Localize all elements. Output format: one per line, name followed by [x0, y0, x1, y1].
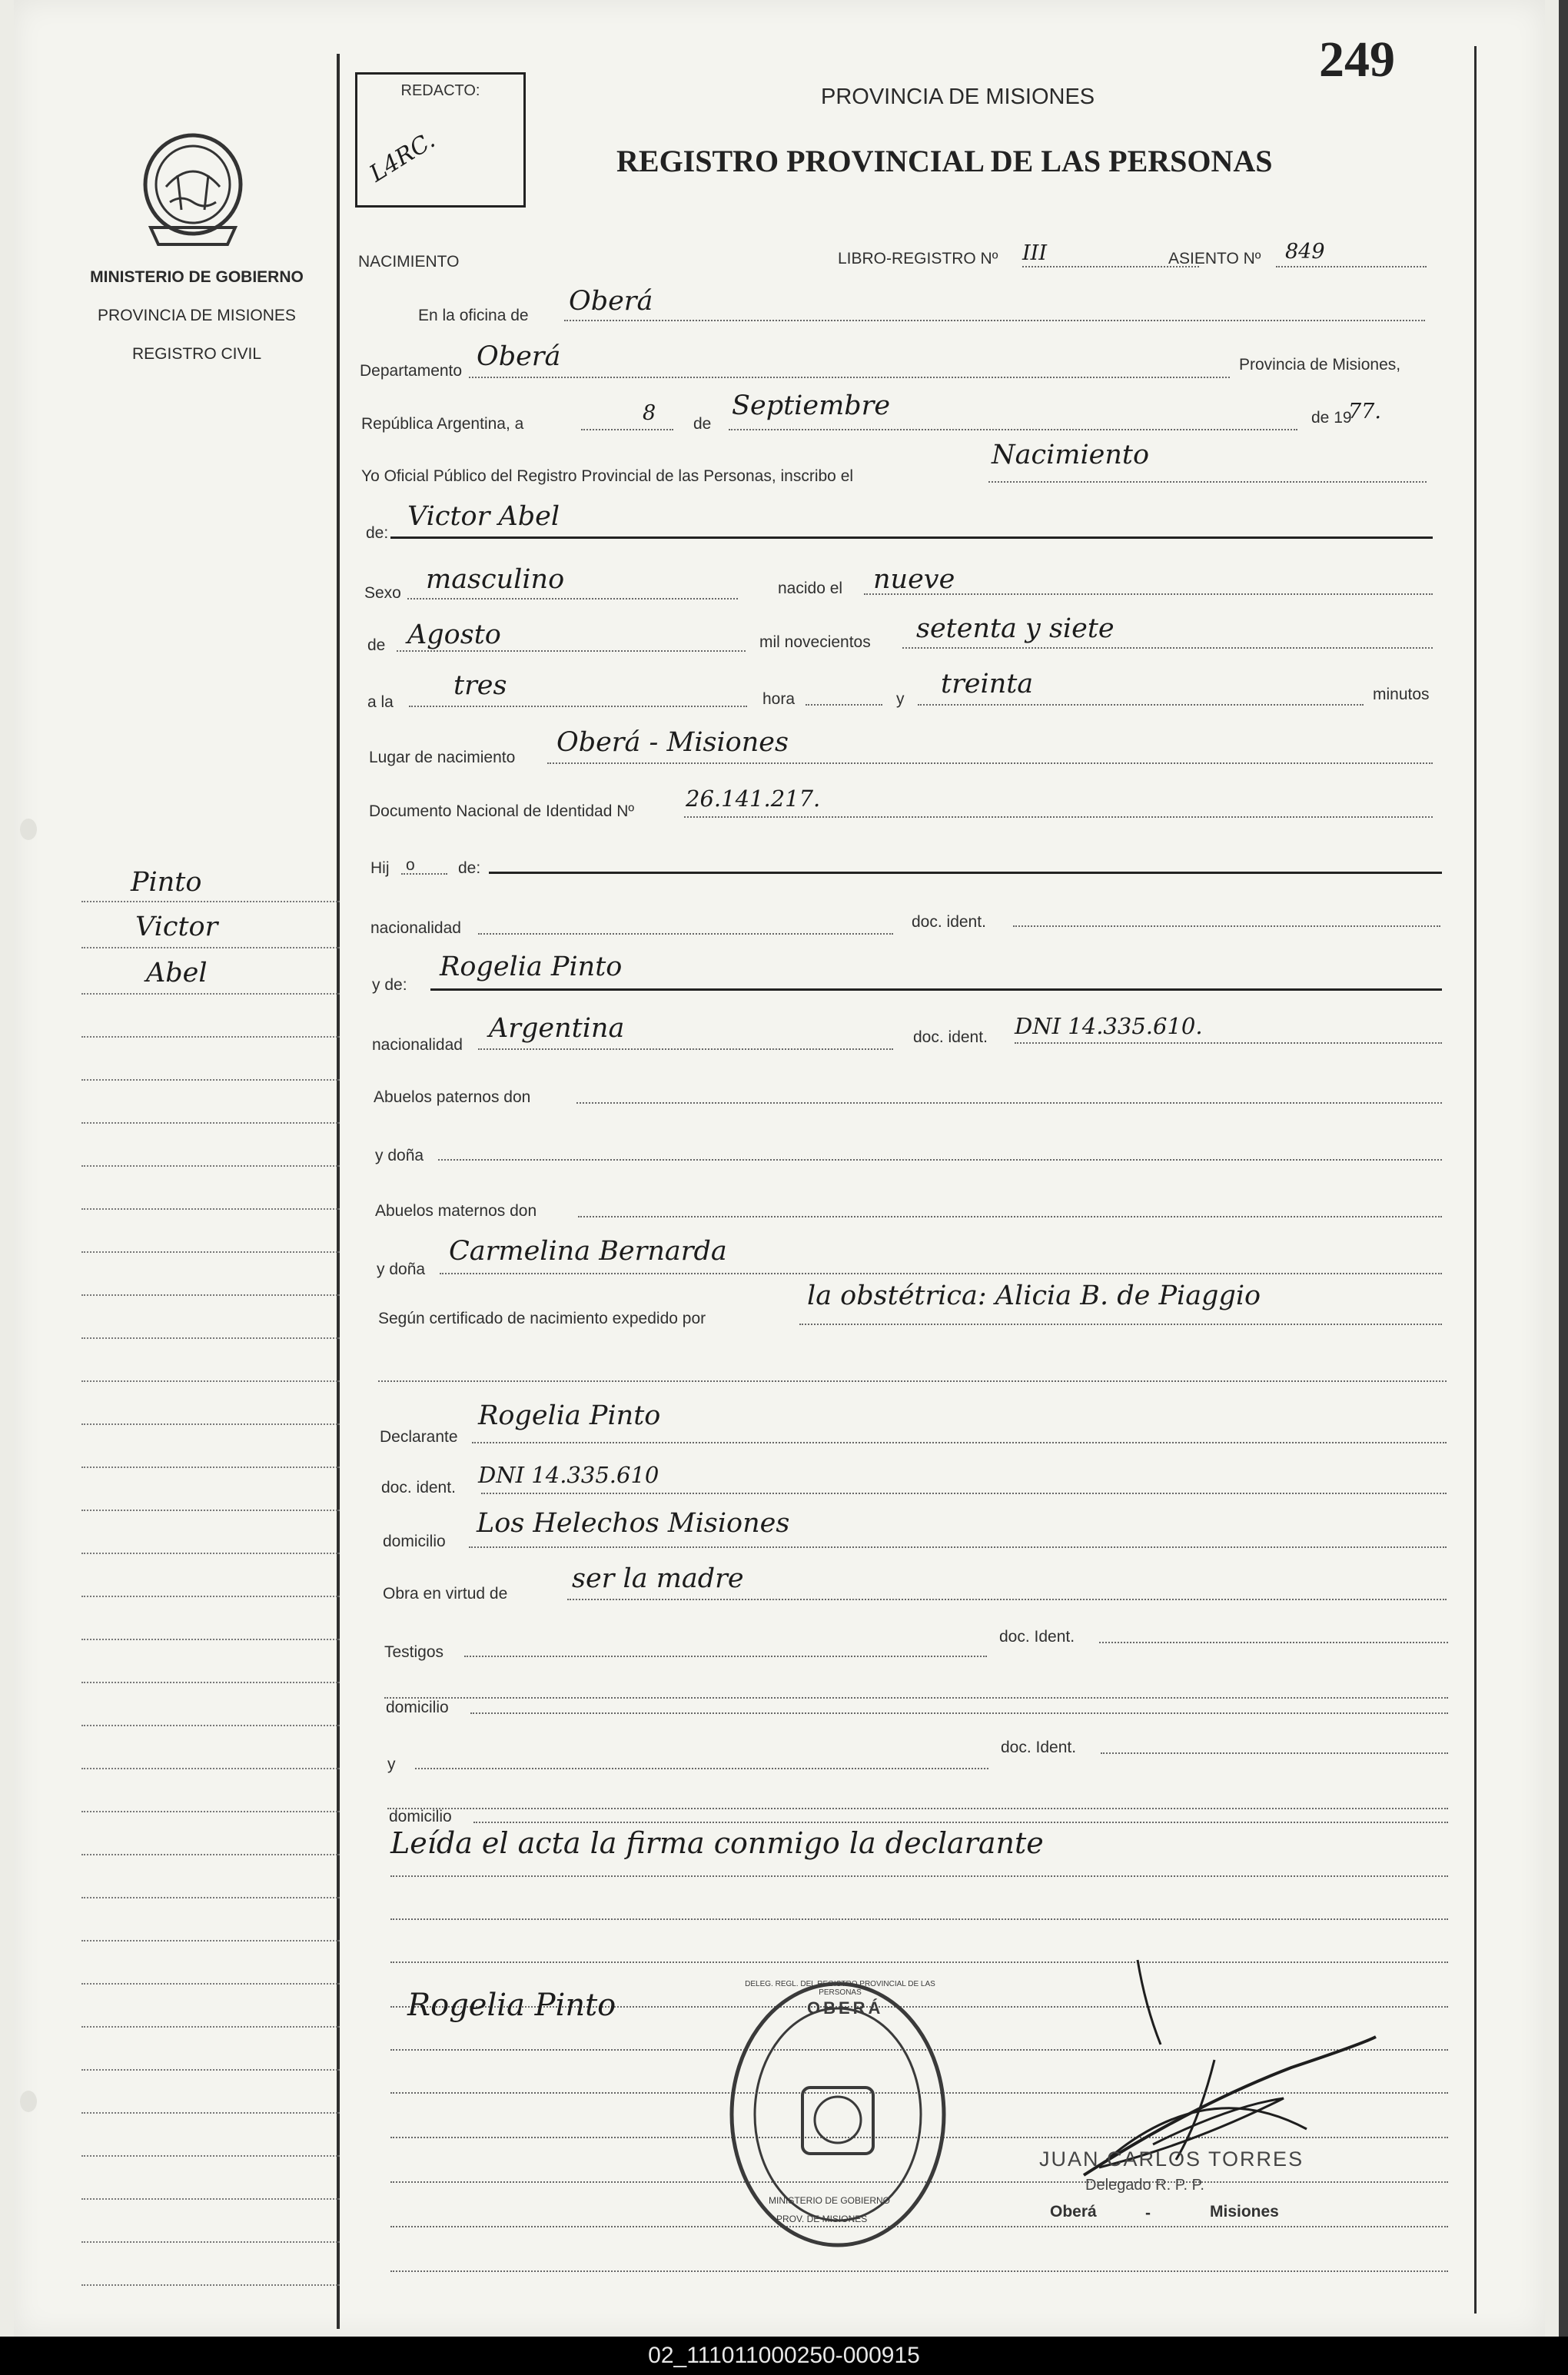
field-line — [397, 650, 746, 652]
field-line — [578, 1216, 1442, 1217]
redacto-label: REDACTO: — [400, 82, 480, 99]
month-value: Septiembre — [732, 390, 891, 421]
minutes-value: treinta — [941, 669, 1034, 699]
margin-line — [81, 2284, 340, 2286]
field-line — [1015, 1042, 1442, 1044]
page-edge — [1559, 0, 1568, 2337]
registry-label: REGISTRO CIVIL — [131, 345, 262, 363]
margin-line — [81, 1337, 340, 1339]
hijo-de-label: de: — [458, 859, 481, 877]
certificado-label: Según certificado de nacimiento expedido por — [378, 1310, 706, 1327]
field-line — [988, 481, 1427, 483]
margin-line — [81, 1725, 340, 1726]
margin-line — [81, 2241, 340, 2243]
abuela-materna-value: Carmelina Bernarda — [449, 1236, 727, 1267]
field-line — [547, 762, 1433, 764]
hour-value: tres — [453, 670, 507, 701]
field-line — [473, 1822, 1448, 1823]
margin-surname: Pinto — [131, 867, 202, 898]
field-line — [806, 704, 882, 706]
margin-line — [81, 1682, 340, 1683]
field-line — [684, 816, 1433, 818]
declarante-signature: Rogelia Pinto — [407, 1988, 616, 2023]
field-line — [407, 598, 738, 600]
obra-label: Obra en virtud de — [383, 1585, 508, 1603]
y-dona-mat-label: y doña — [377, 1261, 426, 1278]
asiento-label: ASIENTO Nº — [1168, 250, 1261, 267]
officer-name: JUAN CARLOS TORRES — [1039, 2147, 1304, 2171]
inscribo-label: Yo Oficial Público del Registro Provincial de las Personas, inscribo el — [361, 467, 854, 485]
field-line — [390, 1875, 1448, 1877]
officer-dash: - — [1145, 2204, 1151, 2222]
redacto-value: L4RC. — [364, 127, 440, 188]
margin-line — [81, 1768, 340, 1769]
sexo-value: masculino — [426, 564, 565, 595]
margin-line — [81, 1380, 340, 1382]
field-line — [470, 1712, 1448, 1714]
fold-line — [337, 54, 340, 2329]
margin-line — [81, 2155, 340, 2157]
record-type-label: NACIMIENTO — [358, 253, 460, 271]
field-line — [401, 873, 447, 875]
ministry-label: MINISTERIO DE GOBIERNO — [90, 268, 304, 286]
stamp-ministry: MINISTERIO DE GOBIERNO — [769, 2195, 891, 2206]
hora-label: hora — [762, 690, 796, 708]
declarante-value: Rogelia Pinto — [478, 1400, 661, 1431]
departamento-value: Oberá — [477, 341, 561, 372]
mother-nationality-value: Argentina — [489, 1013, 625, 1044]
margin-line — [81, 1811, 340, 1812]
field-line — [390, 1918, 1448, 1920]
field-line — [729, 429, 1297, 430]
field-line — [581, 429, 673, 430]
field-line — [387, 1808, 1448, 1809]
margin-line — [81, 1553, 340, 1554]
margin-line — [81, 2112, 340, 2114]
mother-line — [430, 988, 1442, 991]
margin-line — [81, 1854, 340, 1855]
child-name-value: Victor Abel — [407, 501, 560, 532]
testigo-y-label: y — [387, 1756, 396, 1773]
margin-line — [81, 1596, 340, 1597]
oficina-value: Oberá — [569, 286, 653, 317]
abuelos-maternos-label: Abuelos maternos don — [375, 1202, 537, 1220]
field-line — [409, 706, 747, 707]
year-label: de 19 — [1311, 409, 1352, 427]
nacionalidad-label: nacionalidad — [370, 919, 461, 937]
margin-line — [81, 2198, 340, 2200]
name-line — [390, 536, 1433, 539]
obra-value: ser la madre — [572, 1563, 744, 1594]
republica-label: República Argentina, a — [361, 415, 524, 433]
mil-value: setenta y siete — [916, 613, 1115, 644]
sexo-label: Sexo — [364, 584, 401, 602]
nacido-label: nacido el — [778, 580, 843, 597]
lugar-label: Lugar de nacimiento — [369, 749, 516, 766]
testigo2-doc-label: doc. Ident. — [1001, 1739, 1077, 1756]
lugar-value: Oberá - Misiones — [556, 727, 789, 758]
day-value: 8 — [643, 401, 656, 425]
field-line — [478, 933, 893, 935]
stamp-province: PROV. DE MISIONES — [776, 2214, 868, 2224]
page-number: 249 — [1319, 32, 1395, 88]
dni-label: Documento Nacional de Identidad Nº — [369, 802, 635, 820]
field-line — [378, 1380, 1447, 1382]
declarante-doc-label: doc. ident. — [381, 1479, 456, 1496]
field-line — [902, 647, 1433, 649]
margin-line — [81, 2026, 340, 2028]
field-line — [1013, 925, 1440, 927]
officer-province: Misiones — [1210, 2203, 1279, 2221]
a-las-label: a la — [367, 693, 394, 711]
field-line — [564, 320, 1425, 321]
certificado-value: la obstétrica: Alicia B. de Piaggio — [807, 1281, 1261, 1311]
hijo-label: Hij — [370, 859, 390, 877]
testigo2-domicilio-label: domicilio — [389, 1808, 452, 1825]
punch-hole — [20, 819, 37, 840]
stamp-city: OBERÁ — [807, 1998, 884, 2018]
declarante-label: Declarante — [380, 1428, 458, 1446]
doc-ident-label: doc. ident. — [912, 913, 986, 931]
field-line — [576, 1102, 1442, 1104]
de-label: de — [693, 415, 712, 433]
field-line — [464, 1656, 987, 1657]
domicilio-label: domicilio — [383, 1533, 446, 1550]
field-line — [440, 1273, 1442, 1274]
field-line — [1276, 266, 1427, 267]
closing-text: Leída el acta la firma conmigo la declarante — [390, 1826, 1044, 1860]
mother-name-value: Rogelia Pinto — [440, 952, 623, 982]
y-dona-label: y doña — [375, 1147, 424, 1164]
birth-month-value: Agosto — [407, 619, 501, 650]
nacido-value: nueve — [873, 564, 955, 595]
mother-doc-label: doc. ident. — [913, 1028, 988, 1046]
oficina-label: En la oficina de — [418, 307, 529, 324]
margin-line — [81, 1639, 340, 1640]
right-margin-line — [1474, 46, 1477, 2314]
officer-role: Delegado R. P. P. — [1085, 2177, 1204, 2194]
margin-line — [81, 1165, 340, 1167]
field-line — [1099, 1642, 1448, 1643]
scan-code: 02_111011000250-000915 — [648, 2343, 920, 2368]
margin-first-name: Victor — [135, 912, 218, 942]
mil-label: mil novecientos — [759, 633, 871, 651]
coat-of-arms-icon — [135, 129, 251, 252]
asiento-value: 849 — [1285, 240, 1325, 264]
field-line — [415, 1768, 988, 1769]
officer-city: Oberá — [1050, 2203, 1097, 2221]
minutos-label: minutos — [1373, 686, 1430, 703]
margin-line — [81, 1467, 340, 1468]
provincia-suffix: Provincia de Misiones, — [1239, 356, 1401, 374]
margin-line — [81, 1251, 340, 1253]
field-line — [918, 704, 1364, 706]
province-label: PROVINCIA DE MISIONES — [98, 307, 296, 324]
field-line — [390, 2270, 1448, 2272]
field-line — [1101, 1752, 1448, 1754]
stamp-outer-text: DELEG. REGL. DEL REGISTRO PROVINCIAL DE LAS PERSONAS — [745, 1980, 935, 1997]
margin-line — [81, 1079, 340, 1081]
margin-line — [81, 993, 340, 995]
testigos-label: Testigos — [384, 1643, 444, 1661]
margin-line — [81, 1208, 340, 1210]
field-line — [469, 377, 1230, 378]
margin-line — [81, 2069, 340, 2071]
dni-value: 26.141.217. — [686, 786, 821, 812]
margin-line — [81, 1036, 340, 1038]
hijo-suffix: o — [406, 856, 415, 874]
domicilio-value: Los Helechos Misiones — [477, 1508, 790, 1539]
punch-hole — [20, 2091, 37, 2112]
de-month-label: de — [367, 636, 386, 654]
redacto-box — [355, 72, 526, 208]
abuelos-paternos-label: Abuelos paternos don — [374, 1088, 531, 1106]
departamento-label: Departamento — [360, 362, 463, 380]
margin-line — [81, 1940, 340, 1942]
field-line — [481, 1493, 1447, 1494]
field-line — [472, 1442, 1447, 1443]
field-line — [384, 1697, 1448, 1699]
margin-line — [81, 1423, 340, 1425]
mother-doc-value: DNI 14.335.610. — [1015, 1013, 1203, 1039]
inscribo-value: Nacimiento — [992, 440, 1150, 470]
declarante-doc-value: DNI 14.335.610 — [478, 1462, 659, 1488]
margin-second-name: Abel — [146, 958, 208, 988]
header-province: PROVINCIA DE MISIONES — [821, 85, 1095, 109]
field-line — [799, 1324, 1442, 1325]
scan-footer — [0, 2337, 1568, 2375]
margin-line — [81, 1983, 340, 1985]
document-title: REGISTRO PROVINCIAL DE LAS PERSONAS — [616, 144, 1273, 178]
margin-line — [81, 1122, 340, 1124]
field-line — [567, 1599, 1447, 1600]
margin-line — [81, 901, 340, 902]
mother-nacionalidad-label: nacionalidad — [372, 1036, 463, 1054]
margin-line — [81, 947, 340, 948]
field-line — [469, 1546, 1447, 1548]
field-line — [478, 1048, 893, 1050]
libro-label: LIBRO-REGISTRO Nº — [838, 250, 998, 267]
testigo-domicilio-label: domicilio — [386, 1699, 449, 1716]
y-de-label: y de: — [372, 976, 407, 994]
de-name-label: de: — [366, 524, 389, 542]
father-line — [489, 872, 1442, 874]
year-value: 77. — [1348, 400, 1381, 424]
y-label: y — [896, 690, 905, 708]
field-line — [438, 1159, 1442, 1161]
margin-line — [81, 1294, 340, 1296]
margin-line — [81, 1897, 340, 1898]
testigos-doc-label: doc. Ident. — [999, 1628, 1075, 1646]
margin-line — [81, 1510, 340, 1511]
libro-value: III — [1022, 241, 1047, 265]
